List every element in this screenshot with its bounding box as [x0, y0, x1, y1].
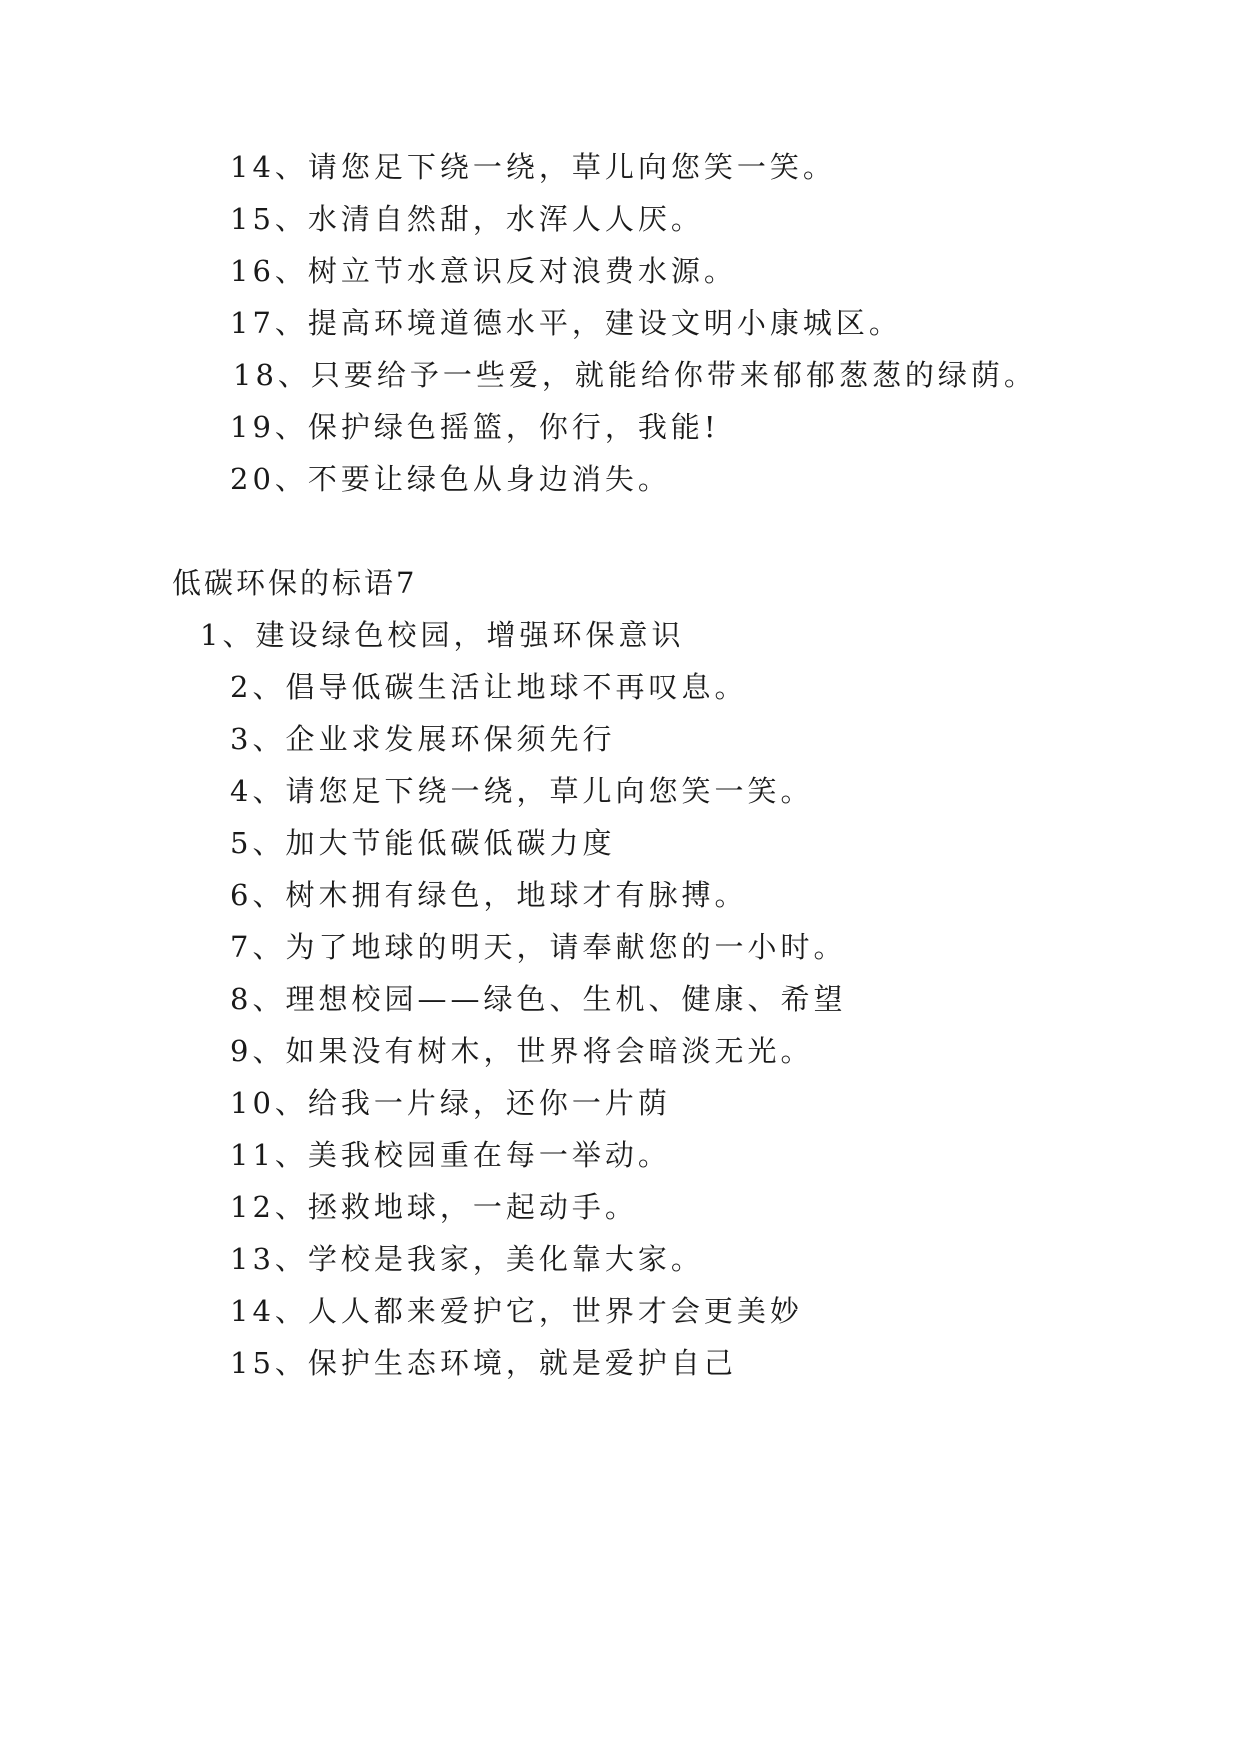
slogan-line: 9、如果没有树木，世界将会暗淡无光。	[230, 1034, 814, 1068]
slogan-line: 3、企业求发展环保须先行	[230, 722, 616, 756]
slogan-line: 14、请您足下绕一绕，草儿向您笑一笑。	[230, 150, 836, 184]
slogan-line: 1、建设绿色校园，增强环保意识	[200, 618, 685, 652]
slogan-line: 7、为了地球的明天，请奉献您的一小时。	[230, 930, 847, 964]
slogan-line: 16、树立节水意识反对浪费水源。	[230, 254, 737, 288]
slogan-line: 10、给我一片绿，还你一片荫	[230, 1086, 671, 1120]
slogan-line: 13、学校是我家，美化靠大家。	[230, 1242, 704, 1276]
slogan-line: 6、树木拥有绿色，地球才有脉搏。	[230, 878, 748, 912]
slogan-line: 15、水清自然甜，水浑人人厌。	[230, 202, 704, 236]
slogan-line: 12、拯救地球，一起动手。	[230, 1190, 638, 1224]
slogan-line: 19、保护绿色摇篮，你行，我能!	[230, 410, 720, 444]
slogan-line: 17、提高环境道德水平，建设文明小康城区。	[230, 306, 902, 340]
slogan-line: 15、保护生态环境，就是爱护自己	[230, 1346, 737, 1380]
slogan-line: 14、人人都来爱护它，世界才会更美妙	[230, 1294, 803, 1328]
slogan-line: 5、加大节能低碳低碳力度	[230, 826, 616, 860]
slogan-line: 4、请您足下绕一绕，草儿向您笑一笑。	[230, 774, 814, 808]
slogan-line: 20、不要让绿色从身边消失。	[230, 462, 671, 496]
slogan-line: 18、只要给予一些爱，就能给你带来郁郁葱葱的绿荫。	[233, 358, 1037, 392]
slogan-line: 2、倡导低碳生活让地球不再叹息。	[230, 670, 748, 704]
slogan-line: 11、美我校园重在每一举动。	[230, 1138, 671, 1172]
slogan-line: 8、理想校园——绿色、生机、健康、希望	[230, 982, 847, 1016]
section-heading: 低碳环保的标语7	[172, 566, 418, 600]
